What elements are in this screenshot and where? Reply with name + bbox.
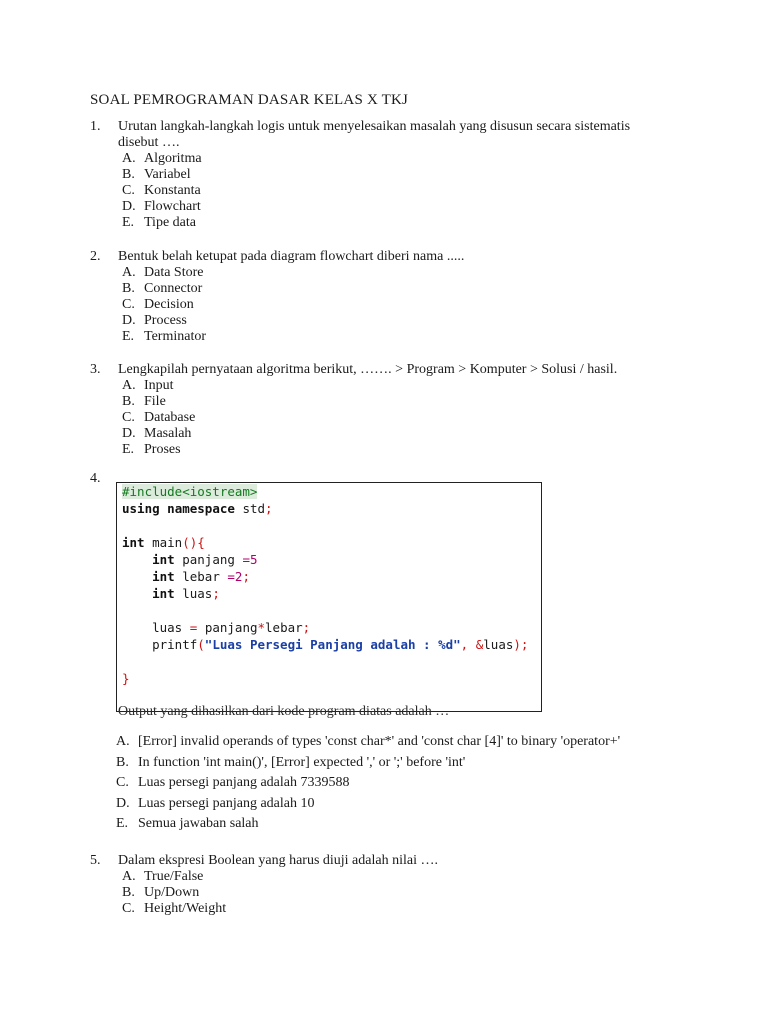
option-text: Proses <box>144 442 181 457</box>
code-token: ; <box>302 620 311 635</box>
option-list <box>122 151 718 231</box>
option-letter: D. <box>122 313 136 328</box>
option-letter: A. <box>122 265 136 280</box>
code-token: & <box>475 637 484 652</box>
option-e <box>122 329 718 345</box>
option-a <box>122 869 718 885</box>
option-letter: C. <box>122 410 135 425</box>
option-letter: E. <box>122 329 135 344</box>
option-letter: B. <box>122 885 135 900</box>
code-token: * <box>257 620 266 635</box>
question-stem <box>118 119 718 151</box>
option-c <box>122 297 718 313</box>
code-token: luas <box>152 620 183 635</box>
page-title: SOAL PEMROGRAMAN DASAR KELAS X TKJ <box>90 92 409 108</box>
option-b <box>122 394 718 410</box>
option-letter: E. <box>122 215 135 230</box>
code-line <box>122 568 250 585</box>
option-letter: B. <box>122 281 135 296</box>
option-text: Input <box>144 378 174 393</box>
option-letter: B. <box>122 394 135 409</box>
option-e <box>122 442 718 458</box>
option-text: Konstanta <box>144 183 201 198</box>
code-token: luas <box>483 637 514 652</box>
code-snippet <box>116 482 542 712</box>
code-token: printf <box>152 637 198 652</box>
option-text: Connector <box>144 281 203 296</box>
code-token: std <box>242 501 266 516</box>
code-line <box>122 619 310 636</box>
question-stem: Bentuk belah ketupat pada diagram flowchart diberi nama ..... <box>118 249 465 264</box>
question-number: 3. <box>90 362 101 377</box>
code-token: , <box>460 637 469 652</box>
question-2 <box>90 249 718 345</box>
option-d <box>122 199 718 215</box>
option-letter: A. <box>122 151 136 166</box>
question-stem-line: Urutan langkah-langkah logis untuk menyelesaikan masalah yang disusun secara sistematis <box>118 119 631 134</box>
option-list <box>122 869 718 917</box>
code-line <box>122 500 273 517</box>
question-5 <box>90 853 718 917</box>
code-line <box>122 636 528 653</box>
code-token: = <box>189 620 198 635</box>
question-stem-partial <box>118 704 450 719</box>
code-token: int <box>122 535 145 550</box>
option-letter: C. <box>122 901 135 916</box>
option-letter: D. <box>116 795 130 811</box>
option-list <box>122 378 718 458</box>
code-token: luas <box>182 586 213 601</box>
option-letter: E. <box>122 442 135 457</box>
code-line <box>122 670 130 687</box>
code-token: main <box>152 535 183 550</box>
code-line <box>122 551 258 568</box>
option-list <box>116 732 620 835</box>
option-text: Decision <box>144 297 194 312</box>
code-token: lebar <box>182 569 220 584</box>
code-line <box>122 585 220 602</box>
question-stem-text: Output yang dihasilkan dari kode program diatas adalah … <box>118 704 450 719</box>
question-stem-line: disebut …. <box>118 135 180 150</box>
option-text: Flowchart <box>144 199 201 214</box>
code-token: int <box>152 552 175 567</box>
option-a <box>122 265 718 281</box>
question-number: 5. <box>90 853 101 868</box>
code-token: panjang <box>204 620 258 635</box>
option-text: Masalah <box>144 426 192 441</box>
code-token: =2 <box>227 569 243 584</box>
option-letter: A. <box>116 734 130 749</box>
question-stem: Lengkapilah pernyataan algoritma berikut, ……. > Program > Komputer > Solusi / hasil. <box>118 362 618 377</box>
option-letter: B. <box>116 754 129 770</box>
option-letter: D. <box>122 199 136 214</box>
option-text: Algoritma <box>144 151 202 166</box>
option-e <box>116 814 620 835</box>
option-text: Up/Down <box>144 885 200 900</box>
code-token: ( <box>197 637 205 652</box>
option-c <box>116 773 620 794</box>
option-letter: C. <box>122 297 135 312</box>
code-token: panjang <box>182 552 235 567</box>
question-4-options <box>90 732 620 835</box>
option-list <box>122 265 718 345</box>
option-text: Variabel <box>144 167 191 182</box>
option-letter: C. <box>116 775 129 790</box>
code-token: int <box>152 586 175 601</box>
option-letter: A. <box>122 869 136 884</box>
option-text: Terminator <box>144 329 206 344</box>
option-b <box>122 167 718 183</box>
option-a <box>122 378 718 394</box>
option-text: In function 'int main()', [Error] expected ',' or ';' before 'int' <box>138 754 466 770</box>
option-c <box>122 410 718 426</box>
question-number: 1. <box>90 119 101 134</box>
option-text: File <box>144 394 166 409</box>
code-token: int <box>152 569 175 584</box>
option-text: Tipe data <box>144 215 196 230</box>
code-token: =5 <box>242 552 258 567</box>
code-include: #include<iostream> <box>122 484 258 499</box>
option-d <box>122 313 718 329</box>
code-token: (){ <box>182 535 205 550</box>
option-text: Semua jawaban salah <box>138 816 259 831</box>
option-letter: B. <box>122 167 135 182</box>
code-token: lebar <box>265 620 303 635</box>
question-number: 4. <box>90 471 101 486</box>
question-1 <box>90 119 718 231</box>
option-c <box>122 901 718 917</box>
option-e <box>122 215 718 231</box>
option-letter: C. <box>122 183 135 198</box>
question-number: 2. <box>90 249 101 264</box>
code-string: "Luas Persegi Panjang adalah : %d" <box>204 637 461 652</box>
option-b <box>122 885 718 901</box>
option-b <box>116 753 620 774</box>
option-c <box>122 183 718 199</box>
option-letter: A. <box>122 378 136 393</box>
option-a <box>122 151 718 167</box>
option-text: Luas persegi panjang adalah 7339588 <box>138 775 350 790</box>
option-b <box>122 281 718 297</box>
option-text: [Error] invalid operands of types 'const char*' and 'const char [4]' to binary 'operator+' <box>138 734 621 749</box>
code-token: ; <box>212 586 220 601</box>
question-3 <box>90 362 718 458</box>
code-token: ; <box>242 569 250 584</box>
code-token: } <box>122 671 130 686</box>
option-letter: D. <box>122 426 136 441</box>
option-text: Height/Weight <box>144 901 227 916</box>
code-token: using <box>122 501 160 516</box>
option-text: Process <box>144 313 187 328</box>
option-a <box>116 732 620 753</box>
option-text: Luas persegi panjang adalah 10 <box>138 795 315 811</box>
option-text: Database <box>144 410 196 425</box>
code-token: ); <box>513 637 529 652</box>
code-line <box>122 483 257 500</box>
code-token: ; <box>265 501 273 516</box>
option-d <box>122 426 718 442</box>
question-stem: Dalam ekspresi Boolean yang harus diuji adalah nilai …. <box>118 853 438 868</box>
option-text: Data Store <box>144 265 204 280</box>
option-d <box>116 794 620 815</box>
option-text: True/False <box>144 869 204 884</box>
code-token: namespace <box>167 501 235 516</box>
code-line <box>122 534 205 551</box>
option-letter: E. <box>116 816 129 831</box>
